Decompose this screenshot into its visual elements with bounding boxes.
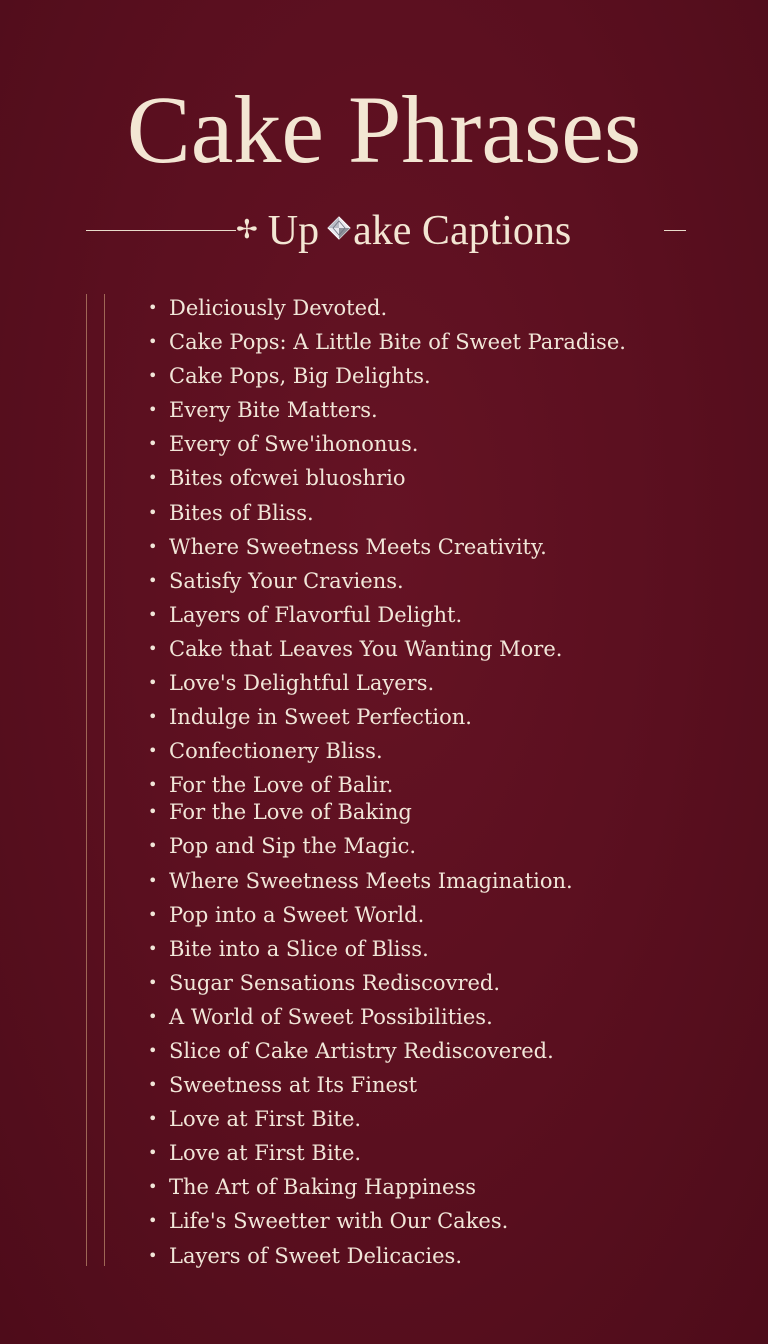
list-item <box>148 769 748 796</box>
list-item-text: Where Sweetness Meets Creativity. <box>169 534 547 559</box>
list-item-text: Every of Swe'ihononus. <box>169 432 419 457</box>
bullet-icon: • <box>148 570 158 590</box>
bullet-icon: • <box>148 1177 158 1197</box>
list-item <box>148 1205 748 1239</box>
bullet-icon: • <box>148 870 158 890</box>
list-item-text: Bite into a Slice of Bliss. <box>169 936 429 961</box>
subtitle <box>236 206 571 255</box>
bullet-icon: • <box>148 938 158 958</box>
list-item <box>148 292 748 326</box>
list-item <box>148 1171 748 1205</box>
list-item-text: Layers of Flavorful Delight. <box>169 602 463 627</box>
bullet-icon: • <box>148 366 158 386</box>
bullet-icon: • <box>148 741 158 761</box>
list-item <box>148 1137 748 1171</box>
bullet-icon: • <box>148 536 158 556</box>
list-item-text: Every Bite Matters. <box>169 398 378 423</box>
list-item-text: Cake Pops: A Little Bite of Sweet Paradise. <box>169 330 626 355</box>
bullet-icon: • <box>148 604 158 624</box>
list-item <box>148 899 748 933</box>
bullet-icon: • <box>148 1109 158 1129</box>
bullet-icon: • <box>148 468 158 488</box>
bullet-icon: • <box>148 775 158 795</box>
bullet-icon: • <box>148 1211 158 1231</box>
list-item-text: Cake Pops, Big Delights. <box>169 364 431 389</box>
bullet-icon: • <box>148 673 158 693</box>
bullet-icon: • <box>148 1143 158 1163</box>
list-item <box>148 701 748 735</box>
bullet-icon: • <box>148 1245 158 1265</box>
list-item-text: Slice of Cake Artistry Rediscovered. <box>169 1038 554 1063</box>
list-item <box>148 796 748 830</box>
list-item-text: Deliciously Devoted. <box>169 296 388 320</box>
bullet-icon: • <box>148 434 158 454</box>
list-item <box>148 933 748 967</box>
decorative-vertical-line-1 <box>86 294 87 1266</box>
bullet-icon: • <box>148 802 158 822</box>
list-item <box>148 667 748 701</box>
list-item <box>148 735 748 769</box>
list-item <box>148 1035 748 1069</box>
list-item <box>148 865 748 899</box>
list-item <box>148 565 748 599</box>
list-item-text: Confectionery Bliss. <box>169 739 383 764</box>
bullet-icon: • <box>148 707 158 727</box>
list-item-text: The Art of Baking Happiness <box>169 1175 477 1200</box>
subtitle-text-before: Up <box>267 208 320 254</box>
list-item-text: Layers of Sweet Delicacies. <box>169 1243 463 1268</box>
subtitle-row <box>0 202 768 258</box>
list-item-text: Love's Delightful Layers. <box>169 671 435 696</box>
bullet-icon: • <box>148 502 158 522</box>
list-item <box>148 462 748 496</box>
bullet-icon: • <box>148 836 158 856</box>
list-item-text: Life's Sweetter with Our Cakes. <box>169 1209 509 1234</box>
bullet-icon: • <box>148 332 158 352</box>
list-item <box>148 394 748 428</box>
ornament-icon: ✢ <box>236 215 258 244</box>
list-item-text: Cake that Leaves You Wanting More. <box>169 636 563 661</box>
diamond-gem-icon <box>327 216 351 240</box>
list-item <box>148 633 748 667</box>
list-item <box>148 599 748 633</box>
list-item <box>148 967 748 1001</box>
bullet-icon: • <box>148 400 158 420</box>
list-item-text: Where Sweetness Meets Imagination. <box>169 868 573 893</box>
bullet-icon: • <box>148 298 158 317</box>
decorative-vertical-line-2 <box>104 294 105 1266</box>
list-item-text: Love at First Bite. <box>169 1107 362 1132</box>
list-item <box>148 326 748 360</box>
list-item <box>148 1240 748 1274</box>
list-item-text: Indulge in Sweet Perfection. <box>169 705 472 730</box>
list-item-text: Love at First Bite. <box>169 1141 362 1166</box>
list-item-text: Bites ofcwei bluoshrio <box>169 466 406 491</box>
list-item <box>148 830 748 864</box>
page-title: Cake Phrases <box>126 76 642 183</box>
list-item-text: Sugar Sensations Rediscovred. <box>169 970 501 995</box>
list-item <box>148 1069 748 1103</box>
subtitle-rule-left <box>86 230 236 231</box>
list-item-text: A World of Sweet Possibilities. <box>169 1004 493 1029</box>
subtitle-text-after: ake Captions <box>353 208 572 254</box>
list-item <box>148 497 748 531</box>
list-item <box>148 1103 748 1137</box>
list-item-text: Pop and Sip the Magic. <box>169 834 417 859</box>
list-item-text: For the Love of Balir. <box>169 773 394 798</box>
list-item-text: Pop into a Sweet World. <box>169 902 425 927</box>
list-item <box>148 360 748 394</box>
list-item <box>148 428 748 462</box>
list-item <box>148 531 748 565</box>
subtitle-rule-right <box>664 230 686 231</box>
bullet-icon: • <box>148 972 158 992</box>
list-item <box>148 1001 748 1035</box>
list-item-text: For the Love of Baking <box>169 800 412 825</box>
list-item-text: Bites of Bliss. <box>169 500 314 525</box>
bullet-icon: • <box>148 1075 158 1095</box>
bullet-icon: • <box>148 904 158 924</box>
list-item-text: Sweetness at Its Finest <box>169 1073 418 1098</box>
bullet-icon: • <box>148 1006 158 1026</box>
bullet-icon: • <box>148 638 158 658</box>
bullet-icon: • <box>148 1040 158 1060</box>
list-item-text: Satisfy Your Craviens. <box>169 568 404 593</box>
phrase-list <box>148 292 748 1274</box>
